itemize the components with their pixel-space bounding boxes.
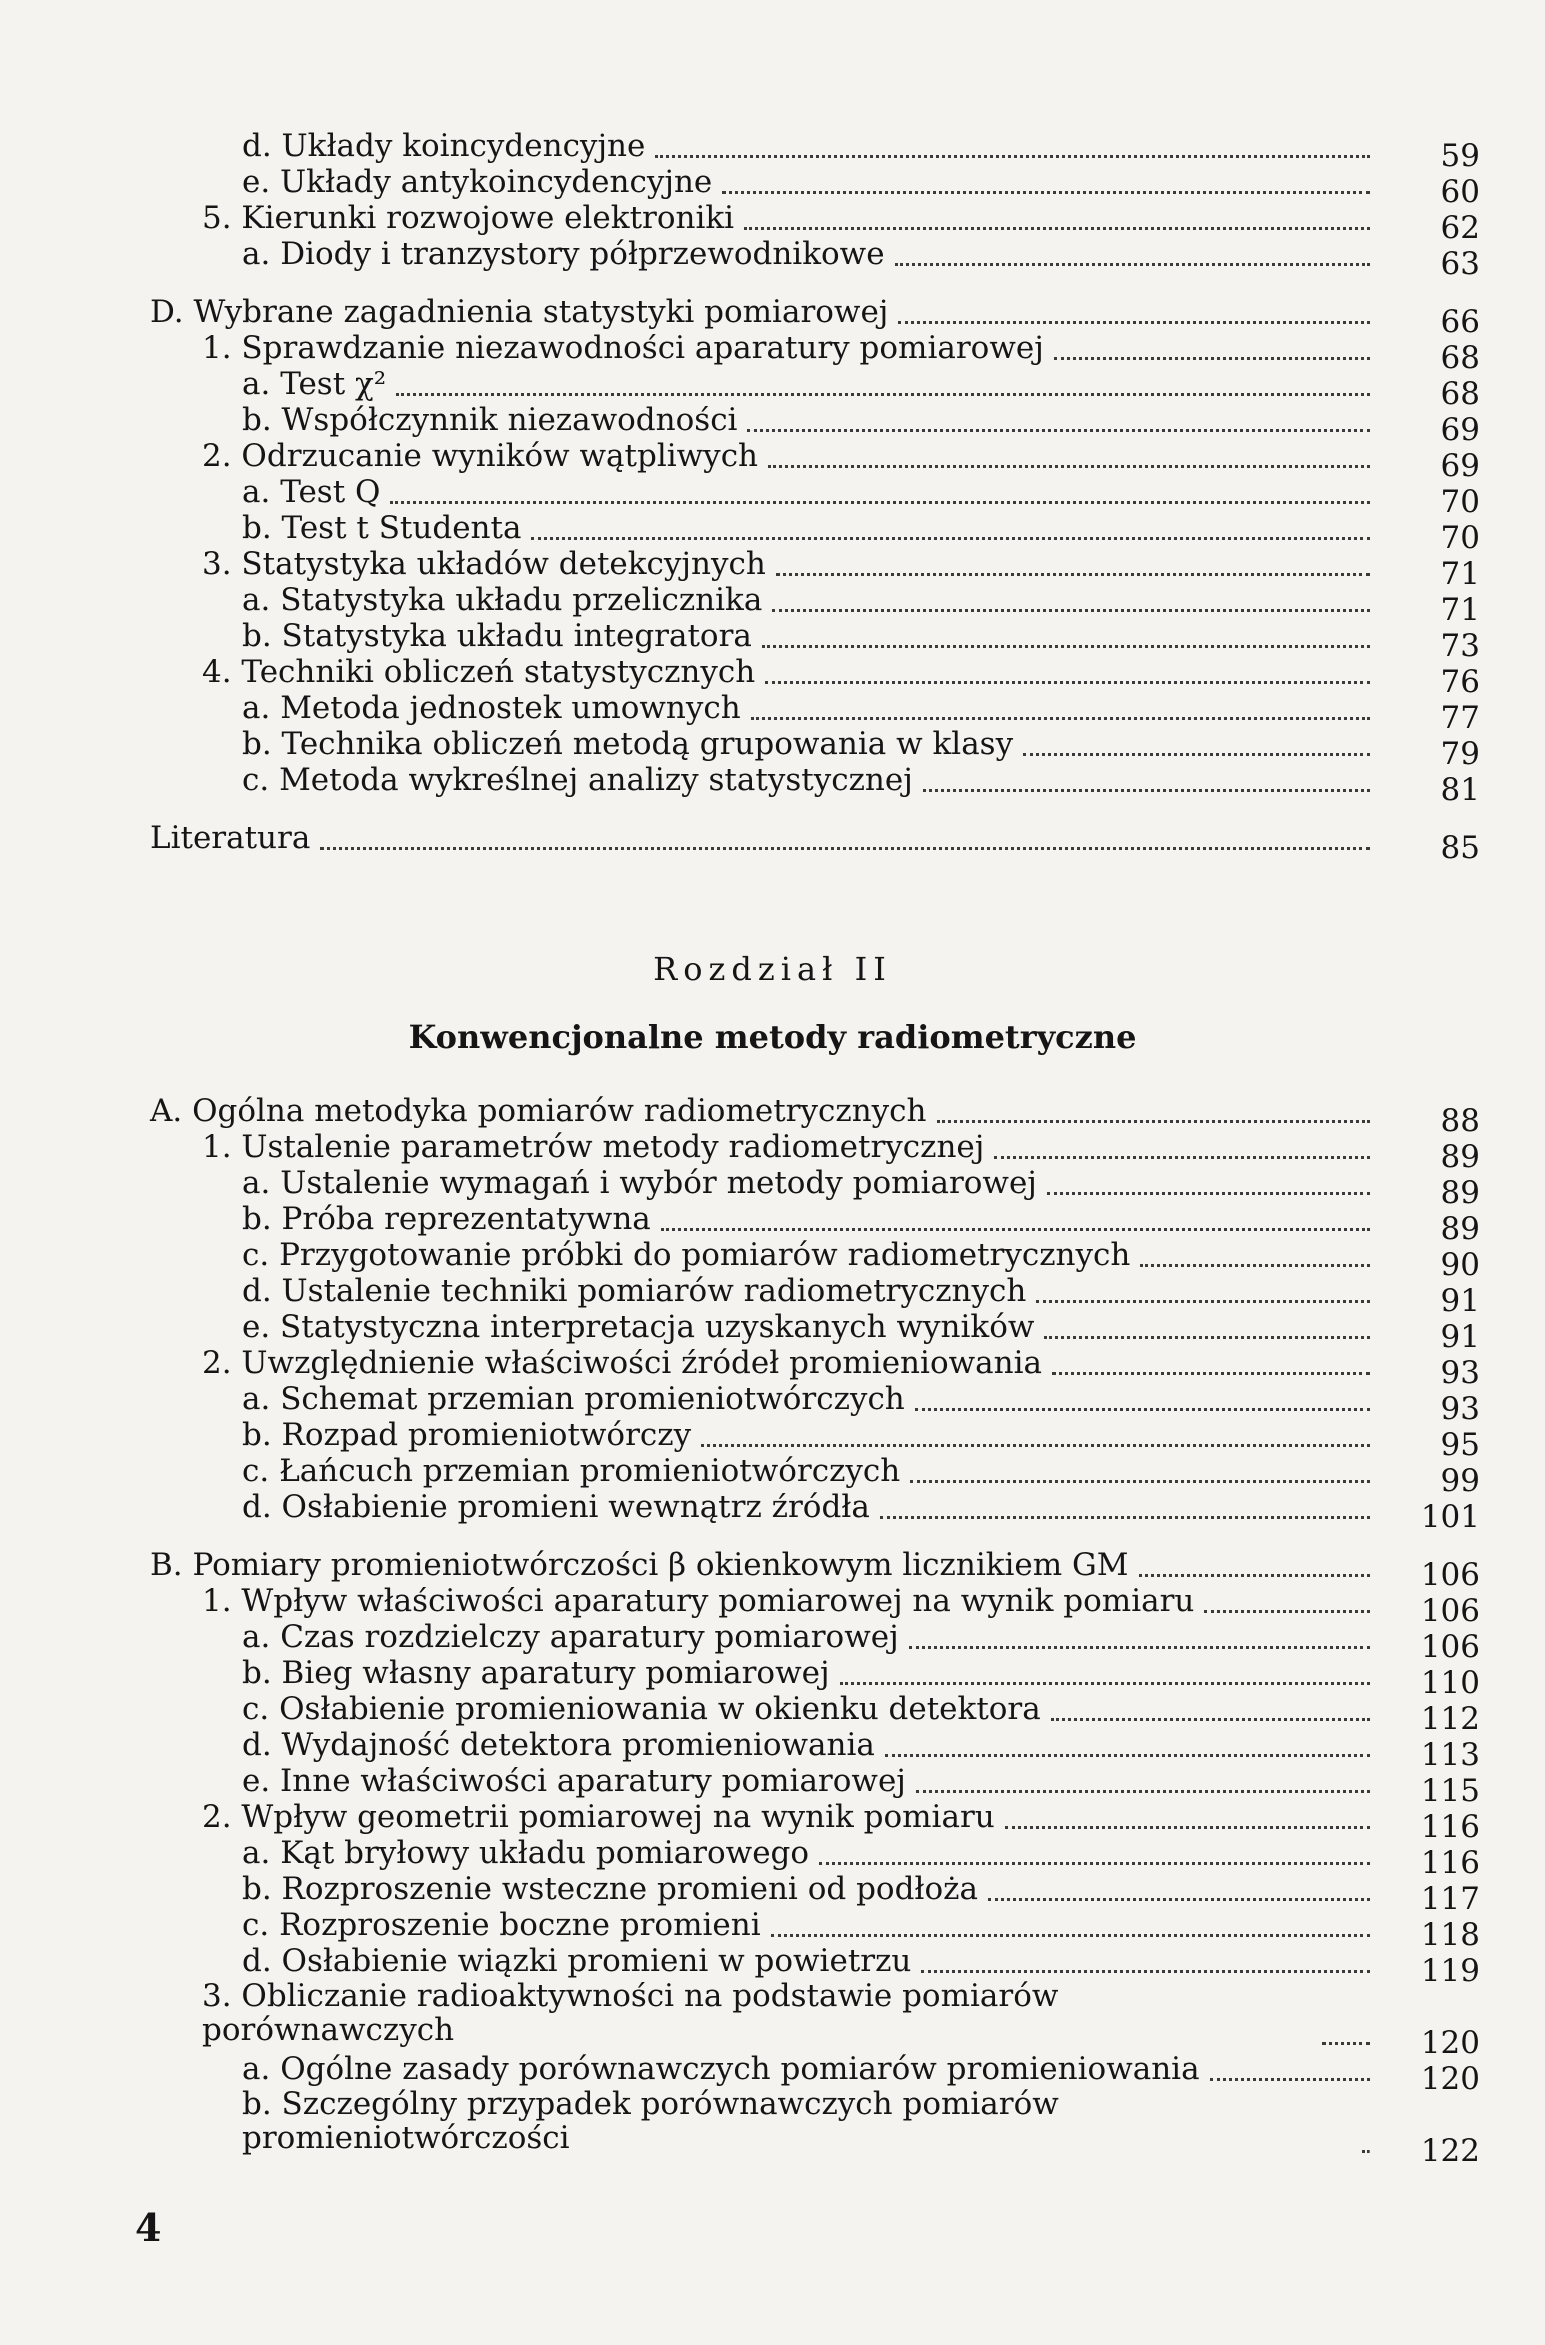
- toc-entry-label: c. Osłabienie promieniowania w okienku detektora: [242, 1691, 1041, 1727]
- toc-entry-page: 122: [1420, 2133, 1480, 2169]
- toc-entry-label: A. Ogólna metodyka pomiarów radiometrycznych: [150, 1093, 927, 1129]
- toc-leader-dots: [661, 1192, 1370, 1231]
- toc-entry-page: 120: [1420, 2061, 1480, 2097]
- toc-entry-page: 117: [1420, 1881, 1480, 1917]
- toc-entry-page: 93: [1440, 1355, 1480, 1391]
- toc-leader-dots: [840, 1646, 1370, 1685]
- toc-entry-page: 73: [1440, 628, 1480, 664]
- toc-leader-dots: [1051, 1682, 1370, 1721]
- toc-leader-dots: [1036, 1264, 1370, 1303]
- toc-entry-page: 70: [1440, 484, 1480, 520]
- toc-leader-dots: [880, 1480, 1370, 1519]
- toc-entry-page: 90: [1440, 1247, 1480, 1283]
- toc-entry-page: 120: [1420, 2025, 1480, 2061]
- toc-leader-dots: [923, 753, 1370, 792]
- toc-leader-dots: [937, 1084, 1370, 1123]
- toc-entry-label: a. Test Q: [242, 474, 381, 510]
- toc-entry[interactable]: [150, 1943, 1480, 1989]
- toc-entry-label: Literatura: [150, 820, 311, 856]
- toc-entry-page: 60: [1440, 174, 1480, 210]
- toc-leader-dots: [751, 681, 1370, 720]
- toc-leader-dots: [772, 573, 1370, 612]
- toc-leader-dots: [531, 501, 1370, 540]
- toc-entry-page: 115: [1420, 1773, 1480, 1809]
- toc-entry-label: a. Metoda jednostek umownych: [242, 690, 741, 726]
- toc-leader-dots: [1054, 321, 1370, 360]
- toc-entry[interactable]: [150, 1978, 1480, 2061]
- toc-leader-dots: [895, 227, 1370, 266]
- toc-entry-label: d. Osłabienie promieni wewnątrz źródła: [242, 1489, 870, 1525]
- toc-entry-label: a. Ogólne zasady porównawczych pomiarów promieniowania: [242, 2051, 1200, 2087]
- toc-entry-label: a. Kąt bryłowy układu pomiarowego: [242, 1835, 810, 1871]
- toc-entry-page: 89: [1440, 1211, 1480, 1247]
- toc-entry[interactable]: [150, 762, 1480, 808]
- toc-entry-page: 106: [1420, 1593, 1480, 1629]
- toc-entry-page: 113: [1420, 1737, 1480, 1773]
- toc-entry[interactable]: [150, 236, 1480, 282]
- toc-entry-page: 116: [1420, 1809, 1480, 1845]
- toc-entry-label: B. Pomiary promieniotwórczości β okienkowym licznikiem GM: [150, 1547, 1129, 1583]
- toc-leader-dots: [1322, 2006, 1370, 2045]
- toc-entry-page: 71: [1440, 592, 1480, 628]
- toc-entry-label: 1. Wpływ właściwości aparatury pomiarowej na wynik pomiaru: [202, 1583, 1195, 1619]
- toc-entry-label: e. Układy antykoincydencyjne: [242, 164, 713, 200]
- toc-entry[interactable]: [150, 2086, 1480, 2169]
- toc-entry-page: 71: [1440, 556, 1480, 592]
- chapter-heading: Rozdział II: [653, 950, 892, 988]
- toc-leader-dots: [396, 357, 1370, 396]
- toc-leader-dots: [910, 1444, 1370, 1483]
- toc-leader-dots: [1047, 1156, 1370, 1195]
- toc-leader-dots: [1210, 2042, 1370, 2081]
- toc-entry-label: d. Wydajność detektora promieniowania: [242, 1727, 875, 1763]
- toc-leader-dots: [390, 465, 1370, 504]
- toc-entry-page: 91: [1440, 1319, 1480, 1355]
- toc-entry-label: D. Wybrane zagadnienia statystyki pomiarowej: [150, 294, 889, 330]
- toc-entry-page: 62: [1440, 210, 1480, 246]
- toc-entry-label: c. Przygotowanie próbki do pomiarów radiometrycznych: [242, 1237, 1131, 1273]
- toc-entry-label: a. Diody i tranzystory półprzewodnikowe: [242, 236, 885, 272]
- toc-entry-page: 70: [1440, 520, 1480, 556]
- toc-entry-page: 66: [1440, 304, 1480, 340]
- toc-entry-label: 3. Obliczanie radioaktywności na podstawie pomiarów porównawczych: [202, 1978, 1059, 2048]
- toc-leader-dots: [994, 1120, 1370, 1159]
- toc-leader-dots: [909, 1610, 1370, 1649]
- toc-part-1: [150, 128, 1480, 866]
- chapter-title: Konwencjonalne metody radiometryczne: [408, 1018, 1137, 1056]
- toc-entry-page: 88: [1440, 1103, 1480, 1139]
- toc-entry-label: b. Statystyka układu integratora: [242, 618, 752, 654]
- toc-entry[interactable]: [150, 1489, 1480, 1535]
- page-number: 4: [135, 2205, 162, 2250]
- toc-entry-label: b. Bieg własny aparatury pomiarowej: [242, 1655, 830, 1691]
- toc-leader-dots: [747, 393, 1370, 432]
- toc-entry-label: b. Próba reprezentatywna: [242, 1201, 651, 1237]
- toc-leader-dots: [915, 1372, 1370, 1411]
- toc-entry-label: a. Test χ²: [242, 366, 387, 402]
- toc-leader-dots: [768, 429, 1370, 468]
- toc-leader-dots: [744, 191, 1370, 230]
- toc-entry-label: 5. Kierunki rozwojowe elektroniki: [202, 200, 735, 236]
- toc-entry-page: 116: [1420, 1845, 1480, 1881]
- toc-leader-dots: [916, 1754, 1370, 1793]
- toc-entry-label: b. Technika obliczeń metodą grupowania w klasy: [242, 726, 1014, 762]
- toc-entry-page: 91: [1440, 1283, 1480, 1319]
- toc-leader-dots: [1023, 717, 1370, 756]
- toc-entry-page: 79: [1440, 736, 1480, 772]
- toc-leader-dots: [1005, 1790, 1370, 1829]
- toc-leader-dots: [1139, 1538, 1370, 1577]
- toc-entry-page: 118: [1420, 1917, 1480, 1953]
- toc-entry-label: e. Statystyczna interpretacja uzyskanych wyników: [242, 1309, 1035, 1345]
- toc-entry-page: 85: [1440, 830, 1480, 866]
- toc-entry-page: 68: [1440, 376, 1480, 412]
- toc-entry-page: 119: [1420, 1953, 1480, 1989]
- toc-entry-page: 69: [1440, 412, 1480, 448]
- toc-entry-page: 76: [1440, 664, 1480, 700]
- toc-entry-label: d. Osłabienie wiązki promieni w powietrzu: [242, 1943, 912, 1979]
- toc-entry-page: 77: [1440, 700, 1480, 736]
- toc-entry-label: c. Metoda wykreślnej analizy statystycznej: [242, 762, 913, 798]
- toc-entry-page: 95: [1440, 1427, 1480, 1463]
- toc-entry-page: 81: [1440, 772, 1480, 808]
- toc-entry-label: b. Test t Studenta: [242, 510, 522, 546]
- toc-entry-page: 101: [1420, 1499, 1480, 1535]
- toc-entry-label: d. Układy koincydencyjne: [242, 128, 646, 164]
- toc-entry-page: 63: [1440, 246, 1480, 282]
- toc-entry-page: 99: [1440, 1463, 1480, 1499]
- toc-entry-label: 2. Wpływ geometrii pomiarowej na wynik pomiaru: [202, 1799, 995, 1835]
- toc-entry-label: c. Rozproszenie boczne promieni: [242, 1907, 761, 1943]
- toc-leader-dots: [1044, 1300, 1370, 1339]
- toc-leader-dots: [776, 537, 1370, 576]
- toc-leader-dots: [898, 285, 1370, 324]
- toc-entry-page: 69: [1440, 448, 1480, 484]
- toc-entry-label: a. Ustalenie wymagań i wybór metody pomiarowej: [242, 1165, 1037, 1201]
- toc-part-2: [150, 1093, 1480, 2169]
- toc-entry-label: b. Rozpad promieniotwórczy: [242, 1417, 692, 1453]
- toc-leader-dots: [722, 155, 1370, 194]
- toc-entry-page: 89: [1440, 1175, 1480, 1211]
- toc-leader-dots: [988, 1862, 1370, 1901]
- toc-entry-label: d. Ustalenie techniki pomiarów radiometrycznych: [242, 1273, 1027, 1309]
- toc-entry-page: 93: [1440, 1391, 1480, 1427]
- toc-leader-dots: [320, 811, 1370, 850]
- toc-leader-dots: [762, 609, 1370, 648]
- toc-leader-dots: [765, 645, 1370, 684]
- toc-leader-dots: [1362, 2114, 1370, 2153]
- toc-entry-page: 112: [1420, 1701, 1480, 1737]
- toc-entry[interactable]: [150, 820, 1480, 866]
- toc-leader-dots: [1052, 1336, 1370, 1375]
- toc-entry[interactable]: [150, 2051, 1480, 2097]
- toc-entry-label: 1. Sprawdzanie niezawodności aparatury pomiarowej: [202, 330, 1044, 366]
- toc-entry-page: 106: [1420, 1629, 1480, 1665]
- toc-entry-label: b. Rozproszenie wsteczne promieni od podłoża: [242, 1871, 978, 1907]
- toc-entry-page: 89: [1440, 1139, 1480, 1175]
- toc-leader-dots: [819, 1826, 1370, 1865]
- toc-entry-label: 4. Techniki obliczeń statystycznych: [202, 654, 756, 690]
- toc-entry-label: a. Statystyka układu przelicznika: [242, 582, 763, 618]
- toc-entry-label: b. Szczególny przypadek porównawczych pomiarów promieniotwórczości: [242, 2086, 1059, 2156]
- toc-entry-label: b. Współczynnik niezawodności: [242, 402, 738, 438]
- toc-leader-dots: [885, 1718, 1370, 1757]
- toc-entry-page: 68: [1440, 340, 1480, 376]
- toc-leader-dots: [771, 1898, 1370, 1937]
- toc-entry-label: 2. Uwzględnienie właściwości źródeł promieniowania: [202, 1345, 1042, 1381]
- toc-entry-page: 110: [1420, 1665, 1480, 1701]
- toc-entry-page: 59: [1440, 138, 1480, 174]
- toc-leader-dots: [701, 1408, 1370, 1447]
- toc-entry-label: a. Czas rozdzielczy aparatury pomiarowej: [242, 1619, 899, 1655]
- toc-entry-label: c. Łańcuch przemian promieniotwórczych: [242, 1453, 901, 1489]
- toc-entry-page: 106: [1420, 1557, 1480, 1593]
- toc-leader-dots: [655, 119, 1370, 158]
- toc-entry-label: 1. Ustalenie parametrów metody radiometrycznej: [202, 1129, 985, 1165]
- toc-leader-dots: [1204, 1574, 1370, 1613]
- toc-entry-label: e. Inne właściwości aparatury pomiarowej: [242, 1763, 906, 1799]
- toc-leader-dots: [1140, 1228, 1370, 1267]
- toc-leader-dots: [921, 1934, 1370, 1973]
- toc-entry-label: 2. Odrzucanie wyników wątpliwych: [202, 438, 759, 474]
- toc-entry-label: 3. Statystyka układów detekcyjnych: [202, 546, 766, 582]
- toc-entry-label: a. Schemat przemian promieniotwórczych: [242, 1381, 905, 1417]
